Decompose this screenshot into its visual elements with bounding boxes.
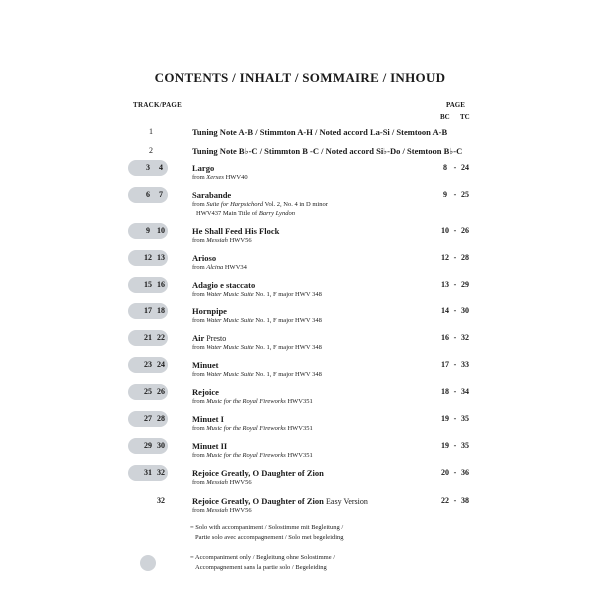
track-number: 1 — [149, 127, 153, 136]
source-work: Water Music Suite — [206, 291, 254, 298]
page-separator: - — [453, 441, 457, 450]
page-separator: - — [453, 253, 457, 262]
solo-track-number: 31 — [144, 468, 152, 477]
source-from: from — [192, 479, 205, 486]
page-separator: - — [453, 496, 457, 505]
source-catalog: HWV351 — [287, 398, 313, 405]
solo-track-number: 3 — [146, 163, 150, 172]
piece-source — [192, 291, 322, 298]
page-tc: 28 — [461, 253, 469, 262]
source-catalog: HWV56 — [229, 479, 252, 486]
legend-acc-line-1: = Accompaniment only / Begleitung ohne Solostimme / — [190, 554, 336, 561]
source-from: from — [192, 201, 205, 208]
page-tc: 35 — [461, 414, 469, 423]
source-catalog: HWV56 — [229, 507, 252, 514]
source-catalog: HWV351 — [287, 452, 313, 459]
page-bc: 17 — [441, 360, 449, 369]
accompaniment-track-number: 30 — [157, 441, 165, 450]
accompaniment-track-number: 28 — [157, 414, 165, 423]
source-line-2-title: Barry Lyndon — [258, 210, 295, 217]
accompaniment-track-number: 10 — [157, 226, 165, 235]
source-work: Alcina — [206, 264, 224, 271]
piece-title — [192, 190, 231, 200]
page-header: PAGE — [446, 101, 465, 109]
tuning-text: Tuning Note A-B / Stimmton A-H / Noted accord La-Si / Stemtoon A-B — [192, 127, 448, 137]
solo-track-number: 23 — [144, 360, 152, 369]
piece-title-text: Rejoice Greatly, O Daughter of Zion — [192, 468, 324, 478]
piece-source — [192, 264, 247, 271]
source-work: Music for the Royal Fireworks — [206, 452, 286, 459]
source-work: Music for the Royal Fireworks — [206, 425, 286, 432]
piece-title — [192, 414, 224, 424]
tuning-text: Tuning Note B♭-C / Stimmton B -C / Noted accord Si♭-Do / Stemtoon B♭-C — [192, 146, 463, 156]
page-separator: - — [453, 414, 457, 423]
piece-title-text: Hornpipe — [192, 306, 227, 316]
page-tc: 24 — [461, 163, 469, 172]
source-catalog: HWV56 — [229, 237, 252, 244]
source-work: Suite for Harpsichord — [206, 201, 264, 208]
page-bc: 13 — [441, 280, 449, 289]
source-work: Messiah — [206, 479, 228, 486]
source-catalog: HWV34 — [224, 264, 247, 271]
source-from: from — [192, 174, 205, 181]
piece-source — [192, 452, 313, 459]
accompaniment-track-number: 16 — [157, 280, 165, 289]
piece-title — [192, 280, 255, 290]
page-bc: 10 — [441, 226, 449, 235]
source-from: from — [192, 371, 205, 378]
page-tc: 33 — [461, 360, 469, 369]
source-catalog: HWV351 — [287, 425, 313, 432]
source-from: from — [192, 425, 205, 432]
accompaniment-track-number: 32 — [157, 496, 165, 505]
solo-track-number: 6 — [146, 190, 150, 199]
source-catalog: Vol. 2, No. 4 in D minor — [264, 201, 328, 208]
page-bc: 14 — [441, 306, 449, 315]
source-catalog: No. 1, F major HWV 348 — [255, 371, 322, 378]
source-work: Water Music Suite — [206, 371, 254, 378]
solo-track-number: 27 — [144, 414, 152, 423]
page-separator: - — [453, 226, 457, 235]
source-line-2-text: HWV437 Main Title of — [196, 210, 258, 217]
accompaniment-track-number: 7 — [159, 190, 163, 199]
piece-source — [192, 174, 248, 181]
piece-title-text: Adagio e staccato — [192, 280, 256, 290]
piece-title-text: Arioso — [192, 253, 217, 263]
accompaniment-track-number: 26 — [157, 387, 165, 396]
piece-title — [192, 306, 227, 316]
piece-source-line-2 — [196, 210, 295, 217]
page-bc: 9 — [443, 190, 447, 199]
page-title: CONTENTS / INHALT / SOMMAIRE / INHOUD — [154, 70, 446, 85]
page-separator: - — [453, 360, 457, 369]
page-bc: 20 — [441, 468, 449, 477]
solo-track-number: 25 — [144, 387, 152, 396]
source-work: Messiah — [206, 237, 228, 244]
piece-title-text: Air — [192, 333, 205, 343]
legend-solo-line-1: = Solo with accompaniment / Solostimme mit Begleitung / — [190, 524, 344, 531]
page-tc: 38 — [461, 496, 469, 505]
piece-title-text: Rejoice — [192, 387, 219, 397]
track-number: 2 — [149, 146, 153, 155]
page-bc: 18 — [441, 387, 449, 396]
piece-title-text: Largo — [192, 163, 215, 173]
piece-title — [192, 333, 226, 343]
page-bc: 16 — [441, 333, 449, 342]
piece-title — [192, 360, 218, 370]
legend-acc-line-2: Accompagnement sans la partie solo / Begeleiding — [195, 564, 327, 571]
source-from: from — [192, 344, 205, 351]
source-work: Water Music Suite — [206, 344, 254, 351]
piece-title — [192, 253, 216, 263]
source-catalog: No. 1, F major HWV 348 — [255, 317, 322, 324]
piece-title-extra: Presto — [206, 334, 227, 343]
piece-title-text: Sarabande — [192, 190, 232, 200]
source-catalog: No. 1, F major HWV 348 — [255, 344, 322, 351]
accompaniment-track-number: 18 — [157, 306, 165, 315]
accompaniment-track-number: 22 — [157, 333, 165, 342]
source-from: from — [192, 507, 205, 514]
legend-accompaniment — [190, 553, 335, 573]
source-work: Water Music Suite — [206, 317, 254, 324]
accompaniment-track-number: 24 — [157, 360, 165, 369]
page-bc: 19 — [441, 441, 449, 450]
page-separator: - — [453, 333, 457, 342]
piece-title — [192, 387, 219, 397]
page-tc: 36 — [461, 468, 469, 477]
page-tc: 32 — [461, 333, 469, 342]
page-tc: 35 — [461, 441, 469, 450]
solo-track-number: 15 — [144, 280, 152, 289]
page-tc: 26 — [461, 226, 469, 235]
source-work: Music for the Royal Fireworks — [206, 398, 286, 405]
source-from: from — [192, 264, 205, 271]
page-separator: - — [453, 190, 457, 199]
piece-source — [192, 371, 322, 378]
page-separator: - — [453, 280, 457, 289]
page-separator: - — [453, 306, 457, 315]
accompaniment-marker-icon — [140, 555, 156, 571]
source-catalog: No. 1, F major HWV 348 — [255, 291, 322, 298]
page-tc: 25 — [461, 190, 469, 199]
legend-solo — [190, 523, 344, 543]
track-page-header: TRACK/PAGE — [133, 101, 183, 109]
piece-title — [192, 163, 214, 173]
legend-solo-line-2: Partie solo avec accompagnement / Solo met begeleiding — [195, 534, 344, 541]
page-separator: - — [453, 468, 457, 477]
source-catalog: HWV40 — [225, 174, 248, 181]
page-tc: 30 — [461, 306, 469, 315]
source-work: Messiah — [206, 507, 228, 514]
accompaniment-track-number: 13 — [157, 253, 165, 262]
solo-track-number: 12 — [144, 253, 152, 262]
source-from: from — [192, 317, 205, 324]
solo-track-number: 9 — [146, 226, 150, 235]
piece-title-text: Minuet II — [192, 441, 228, 451]
piece-source — [192, 201, 328, 208]
piece-source — [192, 344, 322, 351]
piece-title-extra: Easy Version — [326, 497, 368, 506]
source-work: Xerxes — [206, 174, 224, 181]
page-bc: 8 — [443, 163, 447, 172]
tc-header: TC — [460, 113, 470, 121]
piece-title — [192, 441, 227, 451]
piece-source — [192, 479, 252, 486]
piece-source — [192, 317, 322, 324]
page-bc: 19 — [441, 414, 449, 423]
source-from: from — [192, 452, 205, 459]
page-separator: - — [453, 163, 457, 172]
bc-header: BC — [440, 113, 450, 121]
page-tc: 34 — [461, 387, 469, 396]
piece-title-text: Minuet I — [192, 414, 224, 424]
piece-source — [192, 425, 313, 432]
page-bc: 22 — [441, 496, 449, 505]
page-separator: - — [453, 387, 457, 396]
piece-title — [192, 468, 324, 478]
source-from: from — [192, 237, 205, 244]
piece-title-text: He Shall Feed His Flock — [192, 226, 280, 236]
source-from: from — [192, 398, 205, 405]
piece-source — [192, 398, 313, 405]
page-tc: 29 — [461, 280, 469, 289]
page-bc: 12 — [441, 253, 449, 262]
piece-title-text: Rejoice Greatly, O Daughter of Zion — [192, 496, 324, 506]
piece-title — [192, 496, 368, 506]
accompaniment-track-number: 32 — [157, 468, 165, 477]
accompaniment-track-number: 4 — [159, 163, 163, 172]
piece-source — [192, 237, 252, 244]
source-from: from — [192, 291, 205, 298]
solo-track-number: 21 — [144, 333, 152, 342]
piece-title-text: Minuet — [192, 360, 219, 370]
piece-source — [192, 507, 252, 514]
solo-track-number: 29 — [144, 441, 152, 450]
solo-track-number: 17 — [144, 306, 152, 315]
piece-title — [192, 226, 279, 236]
